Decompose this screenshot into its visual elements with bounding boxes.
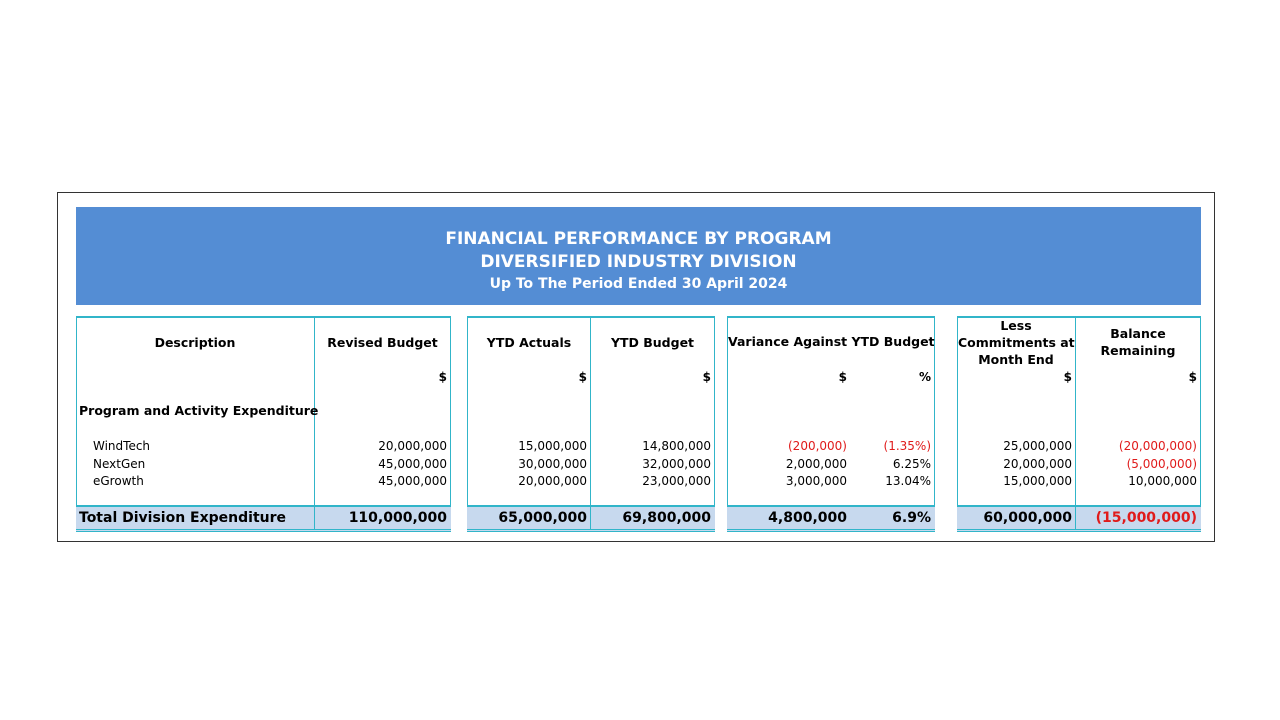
cell-revised-budget: 20,000,000 xyxy=(378,439,447,453)
unit-revised-budget: $ xyxy=(438,370,447,384)
cell-ytd-budget: 32,000,000 xyxy=(642,457,711,471)
cell-commitments: 25,000,000 xyxy=(1003,439,1072,453)
unit-variance-amount: $ xyxy=(838,370,847,384)
unit-balance: $ xyxy=(1188,370,1197,384)
header-variance: Variance Against YTD Budget xyxy=(728,334,935,349)
cell-balance: (5,000,000) xyxy=(1126,457,1197,471)
cell-ytd-budget: 23,000,000 xyxy=(642,474,711,488)
cell-variance-amount: 3,000,000 xyxy=(785,474,847,488)
cell-ytd-actuals: 15,000,000 xyxy=(518,439,587,453)
report-title: FINANCIAL PERFORMANCE BY PROGRAM xyxy=(445,229,832,249)
cell-commitments: 20,000,000 xyxy=(1003,457,1072,471)
total-variance-percent: 6.9% xyxy=(892,510,931,526)
divider xyxy=(590,505,591,529)
cell-variance-percent: 6.25% xyxy=(892,457,931,471)
cell-balance: (20,000,000) xyxy=(1118,439,1197,453)
divider xyxy=(1075,505,1076,529)
cell-ytd-actuals: 30,000,000 xyxy=(518,457,587,471)
cell-ytd-budget: 14,800,000 xyxy=(642,439,711,453)
header-description: Description xyxy=(154,335,236,350)
total-ytd-actuals: 65,000,000 xyxy=(498,510,587,526)
cell-variance-amount: 2,000,000 xyxy=(785,457,847,471)
cell-variance-amount: (200,000) xyxy=(788,439,847,453)
cell-ytd-actuals: 20,000,000 xyxy=(518,474,587,488)
total-balance: (15,000,000) xyxy=(1095,510,1197,526)
section-label: Program and Activity Expenditure xyxy=(79,403,319,418)
cell-commitments: 15,000,000 xyxy=(1003,474,1072,488)
cell-revised-budget: 45,000,000 xyxy=(378,457,447,471)
unit-ytd-actuals: $ xyxy=(578,370,587,384)
header-commitments-line3: Month End xyxy=(978,352,1054,367)
header-revised-budget: Revised Budget xyxy=(327,335,438,350)
cell-balance: 10,000,000 xyxy=(1128,474,1197,488)
row-name: WindTech xyxy=(93,439,151,453)
header-commitments-line1: Less xyxy=(1000,318,1032,333)
division-name: DIVERSIFIED INDUSTRY DIVISION xyxy=(480,252,797,272)
unit-commitments: $ xyxy=(1063,370,1072,384)
report-banner xyxy=(76,207,1201,305)
unit-ytd-budget: $ xyxy=(702,370,711,384)
header-ytd-budget: YTD Budget xyxy=(610,335,695,350)
cell-variance-percent: 13.04% xyxy=(885,474,931,488)
total-label: Total Division Expenditure xyxy=(79,510,287,526)
cell-variance-percent: (1.35%) xyxy=(883,439,931,453)
cell-revised-budget: 45,000,000 xyxy=(378,474,447,488)
total-revised-budget: 110,000,000 xyxy=(348,510,447,526)
total-ytd-budget: 69,800,000 xyxy=(622,510,711,526)
total-commitments: 60,000,000 xyxy=(983,510,1072,526)
header-commitments-line2: Commitments at xyxy=(958,335,1075,350)
unit-variance-percent: % xyxy=(918,370,931,384)
row-name: NextGen xyxy=(93,457,146,471)
header-ytd-actuals: YTD Actuals xyxy=(486,335,572,350)
header-balance-line2: Remaining xyxy=(1100,343,1176,358)
period-label: Up To The Period Ended 30 April 2024 xyxy=(489,276,788,292)
divider xyxy=(314,505,315,529)
total-variance-amount: 4,800,000 xyxy=(768,510,847,526)
row-name: eGrowth xyxy=(93,474,144,488)
header-balance-line1: Balance xyxy=(1110,326,1166,341)
